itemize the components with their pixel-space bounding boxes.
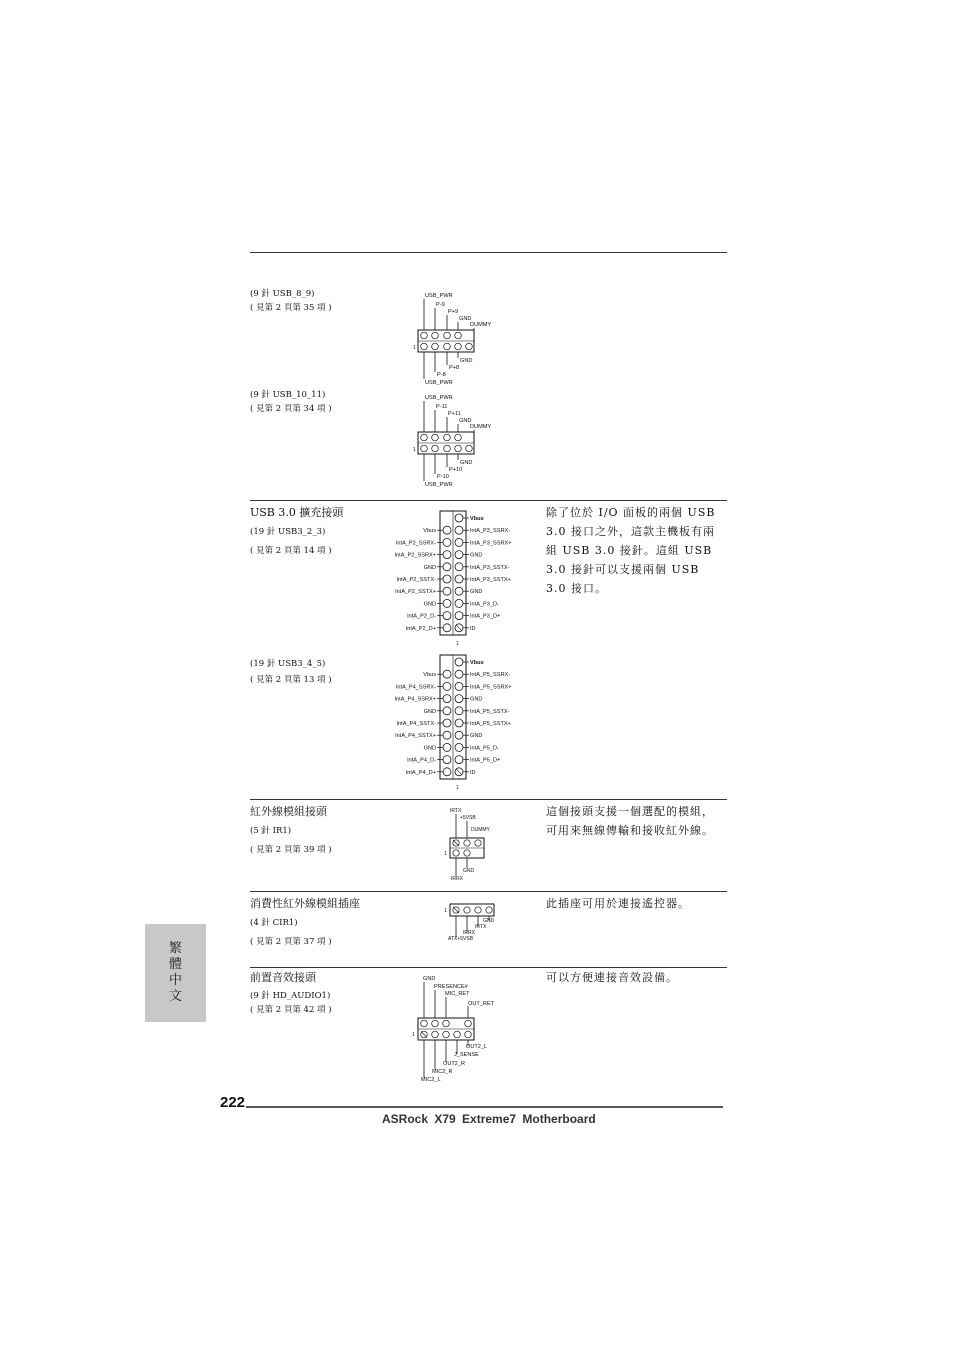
- pin-right: [455, 551, 463, 559]
- pin-label-right: IntA_P5_SSRX+: [470, 684, 512, 691]
- pin-label: IRTX: [450, 808, 462, 814]
- pin-label: GND: [483, 918, 495, 924]
- pin-label-right: GND: [470, 696, 483, 703]
- pin-left: [443, 731, 451, 739]
- pin-right: [455, 707, 463, 715]
- pin-label-left: IntA_P2_SSRX+: [394, 552, 436, 559]
- pin-left: [443, 612, 451, 620]
- ir-ref: ( 見第 2 頁第 39 項 ): [250, 845, 332, 855]
- pin-right: [455, 719, 463, 727]
- pin-label-left: IntA_P4_SSTX-: [396, 721, 436, 727]
- pin-label-left: IntA_P4_SSRX+: [394, 696, 436, 703]
- usb3-4-5-pin-diagram: [370, 652, 540, 792]
- pin-label: GND: [459, 316, 472, 322]
- pin-right: [455, 575, 463, 583]
- pin-label: MIC2_L: [421, 1077, 441, 1083]
- pin-one-marker: 1: [456, 641, 459, 647]
- pin-left: [443, 575, 451, 583]
- pin-label: IRRX: [463, 930, 475, 936]
- pin-label-left: IntA_P4_D+: [405, 769, 436, 776]
- usb3-2-3-pin-diagram: [370, 508, 540, 648]
- pin-left: [443, 682, 451, 690]
- pin-label-right: IntA_P3_D-: [470, 601, 499, 608]
- pin-label: DUMMY: [470, 322, 492, 328]
- pin-label-right: IntA_P3_SSRX-: [470, 528, 511, 535]
- pin-right: [455, 526, 463, 534]
- pin-right: [455, 587, 463, 595]
- pin-label-left: IntA_P4_D-: [407, 757, 436, 764]
- audio-description: 可以方便連接音效設備。: [546, 971, 678, 984]
- pin-right: [455, 563, 463, 571]
- audio-pin-diagram: [408, 970, 518, 1088]
- pin-right: [455, 599, 463, 607]
- cir-pin-diagram: [440, 898, 520, 948]
- top-rule: [250, 252, 727, 253]
- pin-label-left: IntA_P4_SSTX+: [395, 733, 436, 740]
- pin-label: ATX+5VSB: [448, 936, 474, 942]
- pin-label: USB_PWR: [425, 395, 453, 401]
- pin-label-right: IntA_P5_SSTX+: [470, 721, 511, 727]
- pin-right: [455, 658, 463, 666]
- pin-label-right: ID: [470, 769, 476, 776]
- pin-label: +5VSB: [460, 815, 476, 821]
- pin-label: P-8: [437, 372, 446, 378]
- pin-label: P-10: [437, 474, 449, 480]
- pin-label-right: GND: [470, 733, 483, 740]
- pin-right: [455, 612, 463, 620]
- pin-right: [455, 538, 463, 546]
- usb3-sub2: (19 針 USB3_4_5): [250, 659, 326, 669]
- pin-right: [455, 756, 463, 764]
- pin-right: [455, 670, 463, 678]
- page-number: 222: [220, 1094, 246, 1111]
- pin-label-left: IntA_P2_SSRX-: [395, 540, 436, 547]
- pin-left: [443, 768, 451, 776]
- usb3-sub1: (19 針 USB3_2_3): [250, 527, 326, 537]
- pin-right: [455, 695, 463, 703]
- pin-left: [443, 563, 451, 571]
- pin-left: [443, 695, 451, 703]
- language-side-tab: [145, 924, 206, 1022]
- pin-label-left: IntA_P2_SSTX+: [395, 589, 436, 596]
- pin-label: GND: [460, 460, 473, 466]
- pin-label: OUT2_L: [466, 1044, 488, 1050]
- pin-label: GND: [460, 358, 473, 364]
- pin-right: [455, 731, 463, 739]
- usb1011-ref: ( 見第 2 頁第 34 項 ): [250, 404, 332, 414]
- pin-label: J_SENSE: [454, 1052, 479, 1058]
- pin-label-left: IntA_P2_D-: [407, 613, 436, 620]
- pin-label-right: IntA_P3_D+: [470, 613, 501, 620]
- pin-label: P+11: [448, 411, 461, 417]
- pin-label-left: IntA_P2_SSTX-: [396, 577, 436, 583]
- usb1011-title: (9 針 USB_10_11): [250, 390, 326, 400]
- side-tab-label: 繁體中文: [168, 941, 182, 1004]
- cir-ref: ( 見第 2 頁第 37 項 ): [250, 937, 332, 947]
- ir-description: 這個接頭支援一個選配的模組，可用來無線傳輸和接收紅外線。: [546, 805, 714, 837]
- pin-label-right: IntA_P3_SSTX-: [470, 564, 510, 571]
- pin-label-right: IntA_P5_SSRX-: [470, 672, 511, 679]
- pin-label: GND: [459, 418, 472, 424]
- pin-one-mark: [456, 625, 462, 631]
- pin-label-right: IntA_P3_SSTX+: [470, 577, 511, 583]
- pin-label: P+9: [448, 309, 459, 315]
- pin-label-left: GND: [423, 601, 436, 608]
- pin-left: [443, 743, 451, 751]
- pin-label: OUT_RET: [468, 1001, 495, 1007]
- pin-label: USB_PWR: [425, 293, 453, 299]
- pin-label: P+8: [449, 365, 460, 371]
- pin-label: P+10: [449, 467, 463, 473]
- pin-label-right: Vbus: [470, 516, 484, 522]
- pin-one-marker: 1: [412, 1032, 415, 1038]
- pin-label-left: GND: [423, 745, 436, 752]
- pin-one-marker: 1: [413, 345, 416, 351]
- pin-label: USB_PWR: [425, 380, 453, 386]
- pin-label-right: IntA_P5_D+: [470, 757, 501, 764]
- pin-label: MIC2_R: [432, 1069, 453, 1075]
- pin-label: USB_PWR: [425, 482, 453, 488]
- pin-one-marker: 1: [456, 785, 459, 791]
- pin-label: IRTX: [475, 924, 487, 930]
- audio-sub: (9 針 HD_AUDIO1): [250, 991, 331, 1001]
- usb89-title: (9 針 USB_8_9): [250, 289, 315, 299]
- pin-label-right: ID: [470, 625, 476, 632]
- usb3-ref2: ( 見第 2 頁第 13 項 ): [250, 675, 332, 685]
- pin-label-left: Vbus: [423, 672, 436, 679]
- cir-sub: (4 針 CIR1): [250, 918, 298, 928]
- pin-right: [455, 514, 463, 522]
- pin-label-left: IntA_P4_SSRX-: [395, 684, 436, 691]
- cir-title: 消費性紅外線模組插座: [250, 897, 360, 910]
- pin-left: [443, 587, 451, 595]
- pin-label: PRESENCE#: [434, 984, 468, 990]
- usb3-description: 除了位於 I/O 面板的兩個 USB 3.0 接口之外，這款主機板有兩組 USB 3.0 接針。這組 USB 3.0 接針可以支援兩個 USB 3.0 接口。: [546, 506, 716, 595]
- pin-label: GND: [423, 976, 436, 982]
- divider: [250, 891, 727, 892]
- pin-label-right: GND: [470, 552, 483, 559]
- pin-label-left: IntA_P2_D+: [405, 625, 436, 632]
- pin-left: [443, 756, 451, 764]
- ir-title: 紅外線模組接頭: [250, 805, 327, 818]
- footer-title: ASRock X79 Extreme7 Motherboard: [382, 1112, 596, 1126]
- pin-label: GND: [463, 868, 475, 874]
- pin-right: [455, 743, 463, 751]
- cir-description: 此插座可用於連接遙控器。: [546, 897, 690, 910]
- pin-label-right: Vbus: [470, 660, 484, 666]
- pin-left: [443, 551, 451, 559]
- audio-title: 前置音效接頭: [250, 971, 316, 984]
- pin-left: [443, 599, 451, 607]
- ir-sub: (5 針 IR1): [250, 826, 292, 836]
- pin-label-right: IntA_P5_SSTX-: [470, 708, 510, 715]
- pin-label-right: GND: [470, 589, 483, 596]
- usb1011-pin-diagram: [408, 390, 518, 490]
- pin-right: [455, 682, 463, 690]
- pin-left: [443, 538, 451, 546]
- ir-pin-diagram: [440, 804, 520, 884]
- pin-one-marker: 1: [413, 447, 416, 453]
- pin-left: [443, 670, 451, 678]
- pin-label: OUT2_R: [443, 1061, 466, 1067]
- pin-one-marker: 1: [444, 908, 447, 914]
- pin-left: [443, 624, 451, 632]
- divider: [250, 500, 727, 501]
- usb3-title: USB 3.0 擴充接頭: [250, 506, 344, 519]
- usb3-ref1: ( 見第 2 頁第 14 項 ): [250, 546, 332, 556]
- pin-left: [443, 719, 451, 727]
- pin-label: MIC_RET: [445, 991, 470, 997]
- pin-label: P-9: [436, 302, 445, 308]
- pin-label: DUMMY: [471, 827, 490, 833]
- pin-label: IRRX: [451, 876, 463, 882]
- usb89-pin-diagram: [408, 288, 518, 388]
- pin-label: P-11: [436, 404, 448, 410]
- pin-label: DUMMY: [470, 424, 492, 430]
- pin-one-mark: [456, 769, 462, 775]
- divider: [250, 799, 727, 800]
- pin-left: [443, 526, 451, 534]
- footer-rule: [246, 1106, 723, 1108]
- pin-label-left: Vbus: [423, 528, 436, 535]
- pin-label-left: GND: [423, 564, 436, 571]
- pin-label-left: GND: [423, 708, 436, 715]
- pin-label-right: IntA_P5_D-: [470, 745, 499, 752]
- pin-label-right: IntA_P3_SSRX+: [470, 540, 512, 547]
- usb89-ref: ( 見第 2 頁第 35 項 ): [250, 303, 332, 313]
- pin-left: [443, 707, 451, 715]
- pin-one-marker: 1: [444, 851, 447, 857]
- audio-ref: ( 見第 2 頁第 42 項 ): [250, 1005, 332, 1015]
